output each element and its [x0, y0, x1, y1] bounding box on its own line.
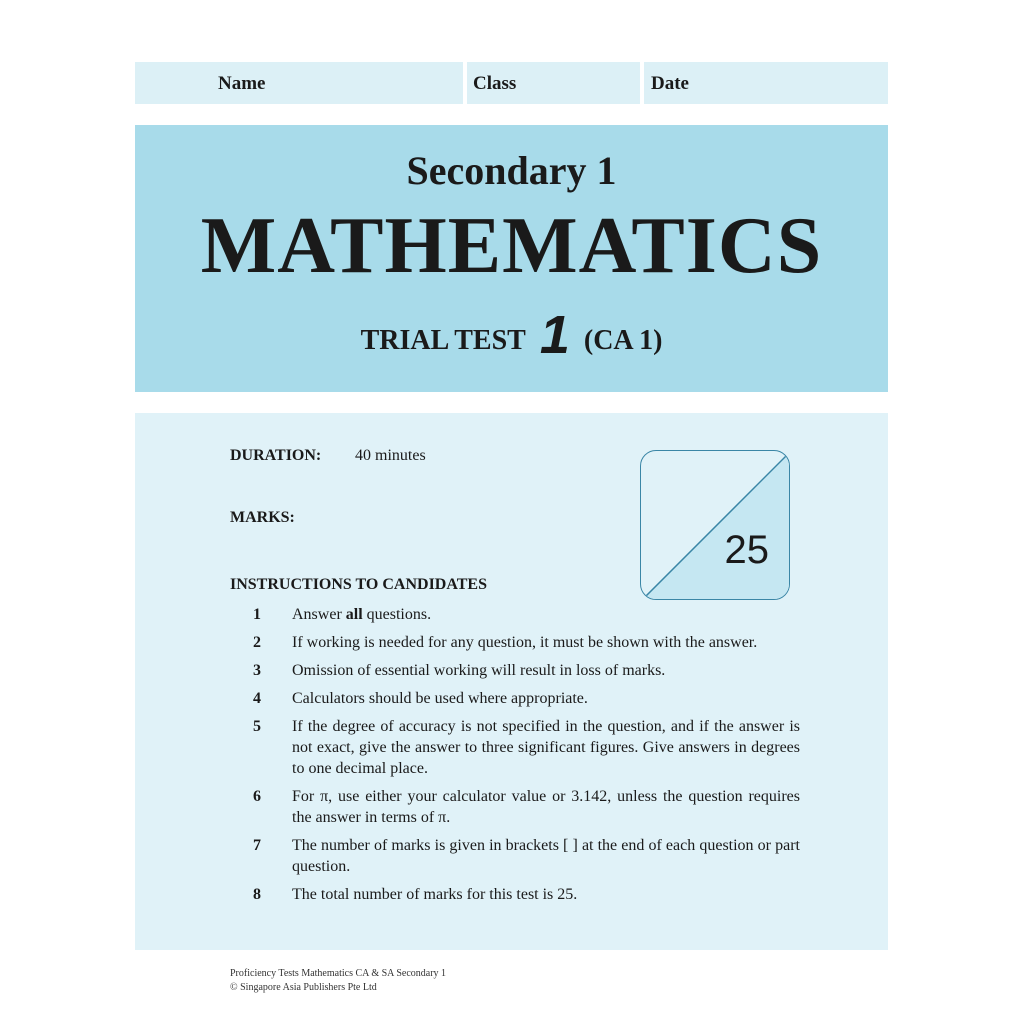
class-field-label: Class [467, 62, 640, 104]
marks-label: MARKS: [230, 509, 295, 526]
instruction-number: 2 [253, 634, 261, 651]
instruction-text: The total number of marks for this test is 25. [292, 886, 578, 903]
footer-copyright: © Singapore Asia Publishers Pte Ltd [230, 982, 377, 993]
instruction-number: 6 [253, 788, 261, 805]
list-item [240, 632, 800, 653]
instruction-number: 1 [253, 606, 261, 623]
student-details-row [135, 62, 888, 104]
instructions-panel [135, 413, 888, 950]
instruction-text: Answer all questions. [292, 606, 432, 623]
footer-book-title: Proficiency Tests Mathematics CA & SA Secondary 1 [230, 968, 447, 979]
title-banner [135, 125, 888, 392]
marks-total: 25 [724, 528, 769, 572]
list-item [240, 604, 800, 625]
marks-box-diagonal [641, 451, 790, 600]
instruction-text: If working is needed for any question, it must be shown with the answer. [292, 634, 758, 651]
instruction-number: 4 [253, 690, 261, 707]
instruction-text: Calculators should be used where appropriate. [292, 690, 588, 707]
list-item [240, 835, 800, 877]
instruction-number: 8 [253, 886, 261, 903]
marks-score-box [640, 450, 790, 600]
duration-label: DURATION: [230, 447, 322, 464]
list-item [240, 716, 800, 779]
instruction-text: If the degree of accuracy is not specified in the question, and if the answer is not exact, give the answer to three significant figures. Give answers in degrees to one decimal place. [292, 718, 800, 777]
name-field-label: Name [135, 62, 463, 104]
list-item [240, 660, 800, 681]
test-name [135, 305, 888, 371]
instruction-number: 5 [253, 718, 261, 735]
test-number: 1 [539, 305, 570, 365]
level-heading: Secondary 1 [406, 148, 617, 193]
instruction-number: 7 [253, 837, 261, 854]
instruction-text: For π, use either your calculator value or 3.142, unless the question requires the answer in terms of π. [292, 788, 800, 826]
test-prefix: TRIAL TEST [360, 325, 526, 356]
instruction-text: The number of marks is given in brackets [ ] at the end of each question or part question. [292, 837, 800, 875]
page-footer [230, 967, 446, 995]
date-field-label: Date [644, 62, 888, 104]
instructions-list [240, 604, 800, 912]
list-item [240, 786, 800, 828]
duration-value: 40 minutes [355, 447, 426, 464]
subject-title: MATHEMATICS [200, 202, 823, 290]
instruction-text: Omission of essential working will result in loss of marks. [292, 662, 666, 679]
instructions-heading: INSTRUCTIONS TO CANDIDATES [230, 576, 487, 593]
test-suffix: (CA 1) [583, 325, 663, 356]
list-item [240, 884, 800, 905]
list-item [240, 688, 800, 709]
instruction-number: 3 [253, 662, 261, 679]
